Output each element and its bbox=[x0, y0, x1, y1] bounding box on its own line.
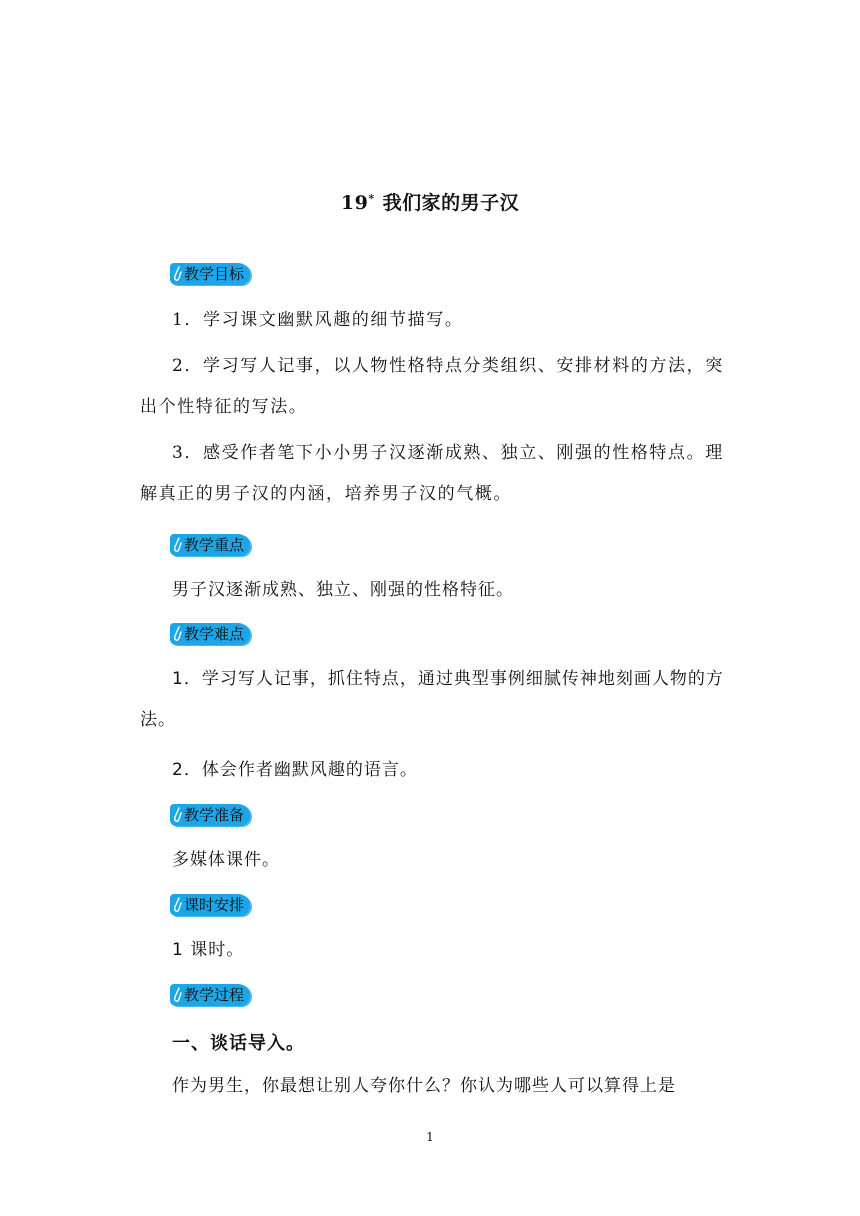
goal-item-3: 3．感受作者笔下小小男子汉逐渐成熟、独立、刚强的性格特点。理解真正的男子汉的内涵，培养男子汉的气概。 bbox=[140, 443, 724, 504]
process-step-heading: 一、谈话导入。 bbox=[172, 1033, 305, 1054]
paperclip-icon bbox=[172, 895, 182, 915]
section-label-goals: 教学目标 bbox=[184, 265, 245, 283]
paperclip-icon bbox=[172, 264, 182, 284]
preparation-text: 多媒体课件。 bbox=[172, 850, 280, 870]
section-tag-focus bbox=[170, 533, 250, 557]
lesson-title-text: 我们家的男子汉 bbox=[382, 192, 520, 214]
section-tag-preparation bbox=[170, 803, 250, 827]
section-label-process: 教学过程 bbox=[184, 986, 245, 1004]
paperclip-icon bbox=[172, 535, 182, 555]
tag-highlight bbox=[170, 984, 250, 1006]
section-tag-goals bbox=[170, 262, 250, 286]
section-label-preparation: 教学准备 bbox=[184, 806, 245, 824]
process-step-text: 作为男生，你最想让别人夸你什么？你认为哪些人可以算得上是 bbox=[172, 1076, 676, 1096]
section-tag-difficulty bbox=[170, 622, 250, 646]
tag-highlight bbox=[170, 894, 250, 916]
section-tag-process bbox=[170, 983, 250, 1007]
tag-highlight bbox=[170, 804, 250, 826]
schedule-text: 1 课时。 bbox=[172, 940, 245, 960]
tag-highlight bbox=[170, 534, 250, 556]
section-tag-schedule bbox=[170, 893, 250, 917]
tag-highlight bbox=[170, 263, 250, 285]
optional-lesson-mark: * bbox=[368, 191, 375, 205]
page-number: 1 bbox=[426, 1130, 434, 1144]
goal-item-2: 2．学习写人记事，以人物性格特点分类组织、安排材料的方法，突出个性特征的写法。 bbox=[140, 356, 724, 417]
difficulty-item-1: 1．学习写人记事，抓住特点，通过典型事例细腻传神地刻画人物的方法。 bbox=[140, 669, 724, 730]
lesson-number: 19 bbox=[340, 192, 369, 214]
paperclip-icon bbox=[172, 805, 182, 825]
paperclip-icon bbox=[172, 985, 182, 1005]
paperclip-icon bbox=[172, 624, 182, 644]
tag-highlight bbox=[170, 623, 250, 645]
difficulty-item-2: 2．体会作者幽默风趣的语言。 bbox=[172, 760, 418, 780]
goal-item-1: 1．学习课文幽默风趣的细节描写。 bbox=[172, 310, 464, 330]
section-label-difficulty: 教学难点 bbox=[184, 625, 245, 643]
section-label-schedule: 课时安排 bbox=[184, 896, 245, 914]
section-label-focus: 教学重点 bbox=[184, 536, 245, 554]
lesson-title bbox=[0, 188, 860, 215]
focus-text: 男子汉逐渐成熟、独立、刚强的性格特征。 bbox=[172, 580, 514, 600]
